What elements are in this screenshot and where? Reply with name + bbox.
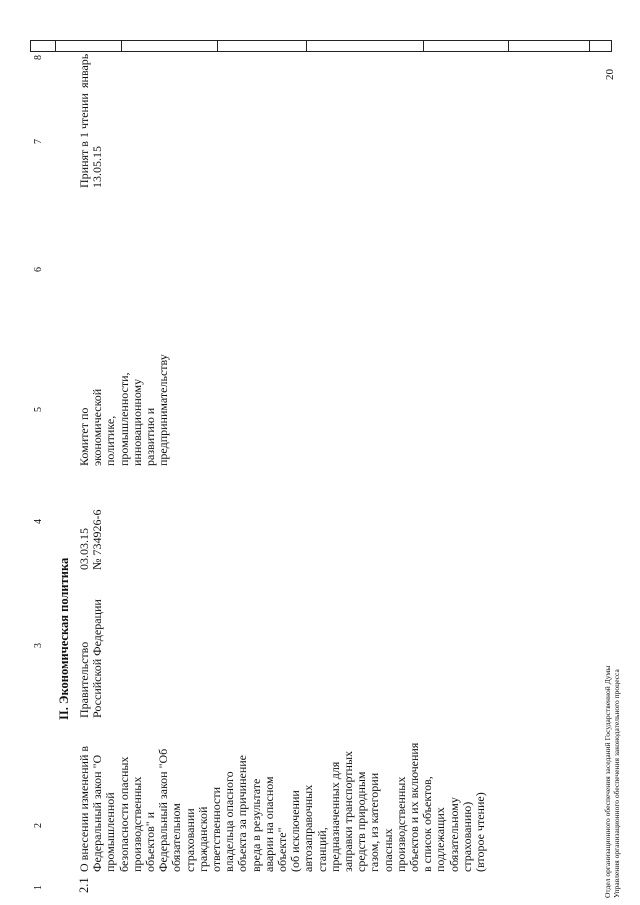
page-footer <box>604 598 621 898</box>
column-divider <box>121 41 122 51</box>
bill-title-line: (второе чтение) <box>473 792 488 872</box>
column-number: 5 <box>33 407 44 412</box>
column-number: 2 <box>33 823 44 828</box>
committee-line: экономической <box>90 388 105 466</box>
initiator-line: Российской Федерации <box>90 599 105 718</box>
column-number: 1 <box>33 885 44 890</box>
bill-title-line: (об исключении <box>288 790 303 872</box>
bill-title-line: объектов" и <box>143 811 158 872</box>
initiator <box>78 568 104 718</box>
status-line: Принят в 1 чтении <box>77 93 91 188</box>
bill-title-line: обязательному <box>446 797 461 872</box>
bill-title-line: средств природным <box>354 771 369 872</box>
column-divider <box>306 41 307 51</box>
committee-line: развитию и <box>143 407 158 466</box>
column-number: 8 <box>33 55 44 60</box>
footer-line: Управления организационного обеспечения законодательного процесса <box>611 669 621 898</box>
bill-title-line: аварии на опасном <box>261 776 276 872</box>
bill-title-line: страхованию) <box>459 801 474 872</box>
bill-title <box>78 672 487 872</box>
registration-date: 03.03.15 <box>77 528 91 570</box>
section-title: II. Экономическая политика <box>57 557 71 720</box>
bill-title-line: станций, <box>314 827 329 872</box>
bill-title-line: предназначенных для <box>327 761 342 872</box>
initiator-line: Правительство <box>77 641 91 718</box>
committee <box>78 326 170 466</box>
row-number: 2.1 <box>77 877 91 893</box>
bill-title-line: безопасности опасных <box>116 756 131 872</box>
bill-title-line: опасных <box>380 828 395 872</box>
bill-title-line: газом, из категории <box>367 772 382 872</box>
column-divider <box>217 41 218 51</box>
column-number: 6 <box>33 267 44 272</box>
footer-line: Отдел организационного обеспечения заседаний Государственной Думы <box>603 665 612 898</box>
column-divider <box>55 41 56 51</box>
bill-title-line: объекте" <box>275 827 290 872</box>
bill-title-line: гражданской <box>195 806 210 872</box>
bill-title-line: производственных <box>393 776 408 872</box>
column-number: 7 <box>33 139 44 144</box>
column-divider <box>508 41 509 51</box>
planned-month: январь <box>77 53 91 88</box>
column-number: 3 <box>33 643 44 648</box>
committee-line: промышленности, <box>116 372 131 466</box>
bill-title-line: Федеральный закон "Об <box>156 748 171 872</box>
bill-title-line: промышленной <box>103 792 118 872</box>
bill-registration <box>78 470 104 570</box>
column-divider <box>589 41 590 51</box>
page-number: 20 <box>604 69 616 80</box>
column-number: 4 <box>33 519 44 524</box>
bill-title-line: объектов и их включения <box>407 742 422 872</box>
bill-number: № 734926-6 <box>90 509 105 570</box>
bill-title-line: в список объектов, <box>420 776 435 872</box>
bill-title-line: Федеральный закон "О <box>90 754 105 872</box>
bill-title-line: ответственности <box>209 786 224 872</box>
committee-line: Комитет по <box>77 407 91 466</box>
bill-title-line: объекта за причинение <box>235 754 250 872</box>
bill-title-line: обязательном <box>169 803 184 872</box>
bill-title-line: страховании <box>182 808 197 872</box>
column-divider <box>423 41 424 51</box>
bill-title-line: автозаправочных <box>301 784 316 872</box>
committee-line: политике, <box>103 415 118 466</box>
status-line: 13.05.15 <box>90 146 105 188</box>
bill-title-line: заправки транспортных <box>341 750 356 872</box>
bill-title-line: вреда в результате <box>248 778 263 872</box>
bill-title-line: владельца опасного <box>222 771 237 872</box>
committee-line: инновационному <box>129 378 144 466</box>
committee-line: предпринимательству <box>156 354 171 466</box>
column-header-strip <box>30 40 612 52</box>
bill-title-line: производственных <box>129 776 144 872</box>
bill-title-line: подлежащих <box>433 807 448 872</box>
bill-title-line: О внесении изменений в <box>77 745 91 872</box>
